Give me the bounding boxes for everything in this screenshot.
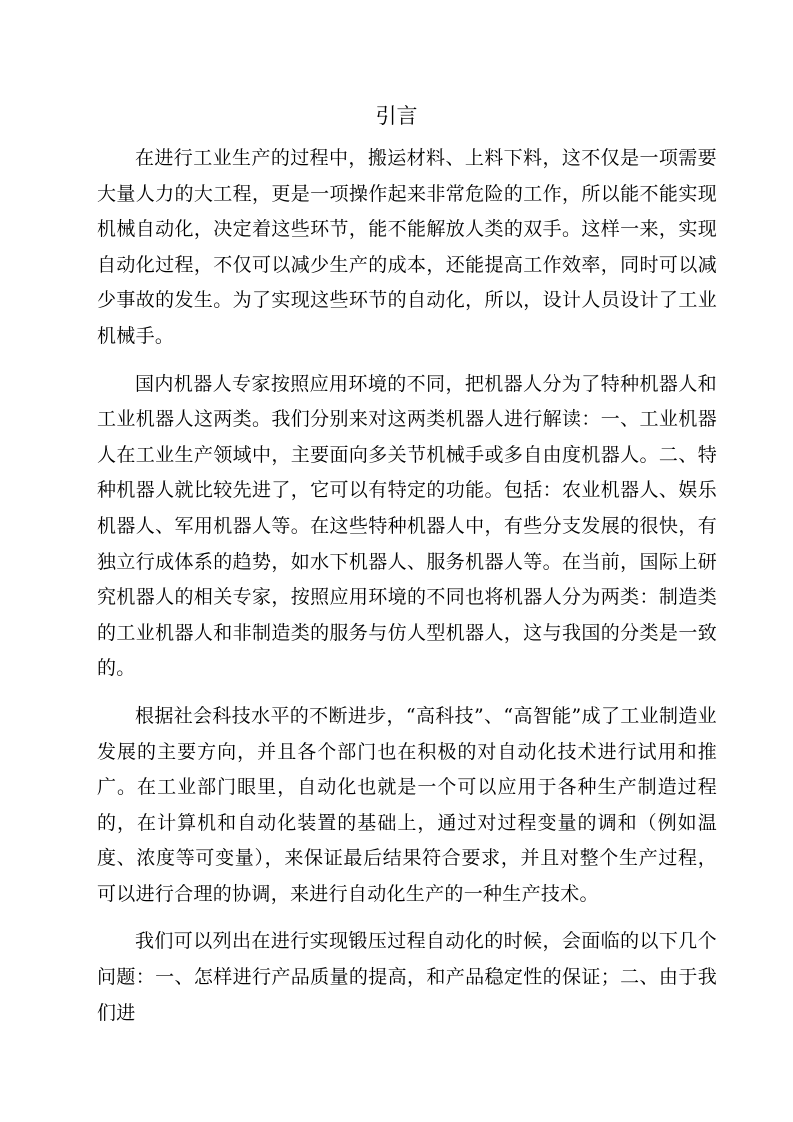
paragraph-1: 在进行工业生产的过程中，搬运材料、上料下料，这不仅是一项需要大量人力的大工程，更是一项操作起来非常危险的工作，所以能不能实现机械自动化，决定着这些环节，能不能解放人类的双手。这样一来，实现自动化过程，不仅可以减少生产的成本，还能提高工作效率，同时可以减少事故的发生。为了实现这些环节的自动化，所以，设计人员设计了工业机械手。 bbox=[97, 147, 717, 347]
paragraph-2: 国内机器人专家按照应用环境的不同，把机器人分为了特种机器人和工业机器人这两类。我们分别来对这两类机器人进行解读：一、工业机器人在工业生产领域中，主要面向多关节机械手或多自由度机器人。二、特种机器人就比较先进了，它可以有特定的功能。包括：农业机器人、娱乐机器人、军用机器人等。在这些特种机器人中，有些分支发展的很快，有独立行成体系的趋势，如水下机器人、服务机器人等。在当前，国际上研究机器人的相关专家，按照应用环境的不同也将机器人分为两类：制造类的工业机器人和非制造类的服务与仿人型机器人，这与我国的分类是一致的。 bbox=[97, 372, 717, 680]
paragraph-4: 我们可以列出在进行实现锻压过程自动化的时候，会面临的以下几个问题：一、怎样进行产品质量的提高，和产品稳定性的保证；二、由于我们进 bbox=[97, 930, 717, 1024]
page-title: 引言 bbox=[375, 104, 418, 128]
document-body bbox=[97, 141, 717, 1043]
paragraph-3: 根据社会科技水平的不断进步，“高科技”、“高智能”成了工业制造业发展的主要方向，并且各个部门也在积极的对自动化技术进行试用和推广。在工业部门眼里，自动化也就是一个可以应用于各种生产制造过程的，在计算机和自动化装置的基础上，通过对过程变量的调和（例如温度、浓度等可变量），来保证最后结果符合要求，并且对整个生产过程，可以进行合理的协调，来进行自动化生产的一种生产技术。 bbox=[97, 704, 717, 905]
